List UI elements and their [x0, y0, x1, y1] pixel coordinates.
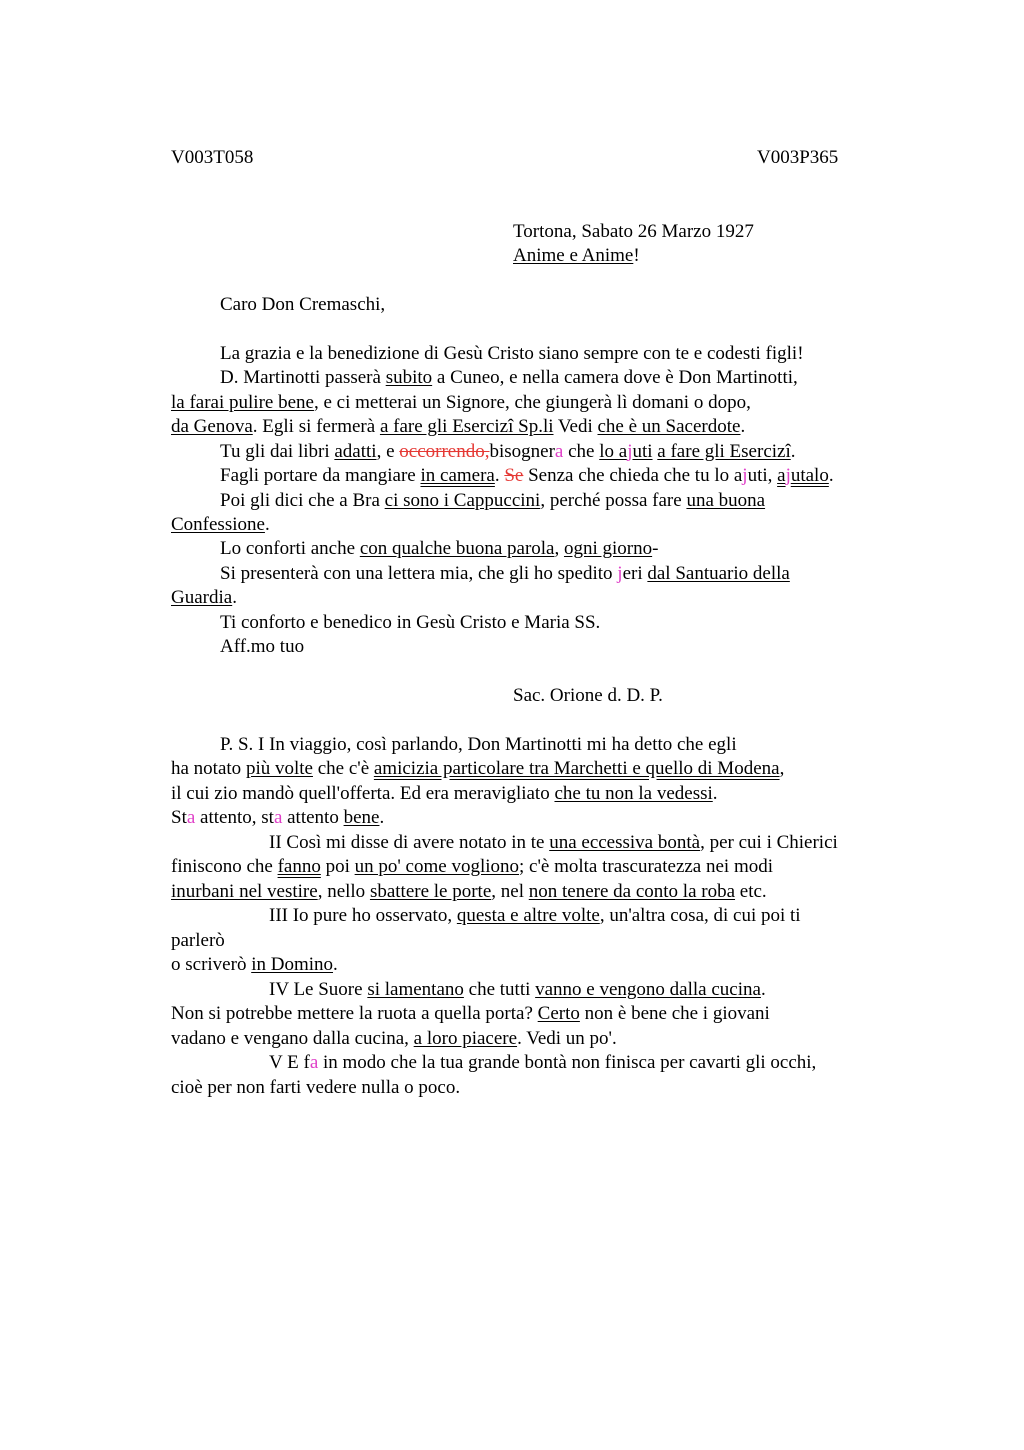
- correction-letter: j: [742, 465, 748, 486]
- deleted-word: Se: [504, 465, 524, 486]
- correction-letter: j: [627, 441, 633, 462]
- closing: Aff.mo tuo: [220, 636, 305, 657]
- postscript-line: ha notato più volte che c'è amicizia particolare tra Marchetti e quello di Modena,: [171, 758, 785, 779]
- motto: Anime e Anime: [513, 245, 634, 266]
- postscript-line: vadano e vengano dalla cucina, a loro piacere. Vedi un po'.: [171, 1028, 617, 1049]
- body-line: Si presenterà con una lettera mia, che gli ho spedito jeri dal Santuario della: [220, 563, 790, 584]
- postscript-line: inurbani nel vestire, nello sbattere le porte, nel non tenere da conto la roba etc.: [171, 881, 767, 902]
- motto-line: [513, 244, 640, 268]
- body-line: Tu gli dai libri adatti, e occorrendo,bisognera che lo ajuti a fare gli Esercizî.: [220, 441, 796, 462]
- body-line: Lo conforti anche con qualche buona parola, ogni giorno-: [220, 538, 659, 559]
- postscript-line: III Io pure ho osservato, questa e altre volte, un'altra cosa, di cui poi ti: [269, 905, 801, 926]
- postscript-line: Sta attento, sta attento bene.: [171, 807, 385, 828]
- postscript-line: o scriverò in Domino.: [171, 954, 338, 975]
- motto-end: !: [633, 245, 640, 266]
- postscript-line: il cui zio mandò quell'offerta. Ed era meravigliato che tu non la vedessi.: [171, 783, 718, 804]
- postscript-line: P. S. I In viaggio, così parlando, Don Martinotti mi ha detto che egli: [220, 734, 737, 755]
- postscript-line: Non si potrebbe mettere la ruota a quella porta? Certo non è bene che i giovani: [171, 1003, 770, 1024]
- document-code-left: V003T058: [171, 147, 254, 168]
- postscript-line: II Così mi disse di avere notato in te una eccessiva bontà, per cui i Chierici: [269, 832, 838, 853]
- body-line: La grazia e la benedizione di Gesù Cristo siano sempre con te e codesti figli!: [220, 343, 804, 364]
- body-line: D. Martinotti passerà subito a Cuneo, e nella camera dove è Don Martinotti,: [220, 367, 798, 388]
- correction-letter: a: [554, 441, 564, 462]
- deleted-word: occorrendo,: [399, 441, 490, 462]
- postscript-line: parlerò: [171, 930, 225, 951]
- postscript-line: IV Le Suore si lamentano che tutti vanno e vengono dalla cucina.: [269, 979, 766, 1000]
- body-line: Confessione.: [171, 514, 270, 535]
- body-line: Guardia.: [171, 587, 237, 608]
- correction-letter: a: [186, 807, 196, 828]
- document-code-right: V003P365: [757, 147, 839, 168]
- signature: Sac. Orione d. D. P.: [513, 685, 663, 706]
- body-line: Ti conforto e benedico in Gesù Cristo e Maria SS.: [220, 612, 601, 633]
- correction-letter: a: [309, 1052, 319, 1073]
- salutation: Caro Don Cremaschi,: [220, 294, 386, 315]
- body-line: la farai pulire bene, e ci metterai un Signore, che giungerà lì domani o dopo,: [171, 392, 751, 413]
- body-line: da Genova. Egli si fermerà a fare gli Esercizî Sp.li Vedi che è un Sacerdote.: [171, 416, 746, 437]
- correction-letter: j: [785, 465, 791, 486]
- dateline: Tortona, Sabato 26 Marzo 1927: [513, 221, 754, 242]
- correction-letter: a: [273, 807, 283, 828]
- postscript-line: cioè per non farti vedere nulla o poco.: [171, 1077, 461, 1098]
- body-line: Poi gli dici che a Bra ci sono i Cappuccini, perché possa fare una buona: [220, 490, 766, 511]
- postscript-line: V E fa in modo che la tua grande bontà non finisca per cavarti gli occhi,: [269, 1052, 817, 1073]
- postscript-line: finiscono che fanno poi un po' come vogliono; c'è molta trascuratezza nei modi: [171, 856, 774, 877]
- correction-letter: j: [617, 563, 623, 584]
- body-line: Fagli portare da mangiare in camera. Se Senza che chieda che tu lo ajuti, ajutalo.: [220, 465, 834, 486]
